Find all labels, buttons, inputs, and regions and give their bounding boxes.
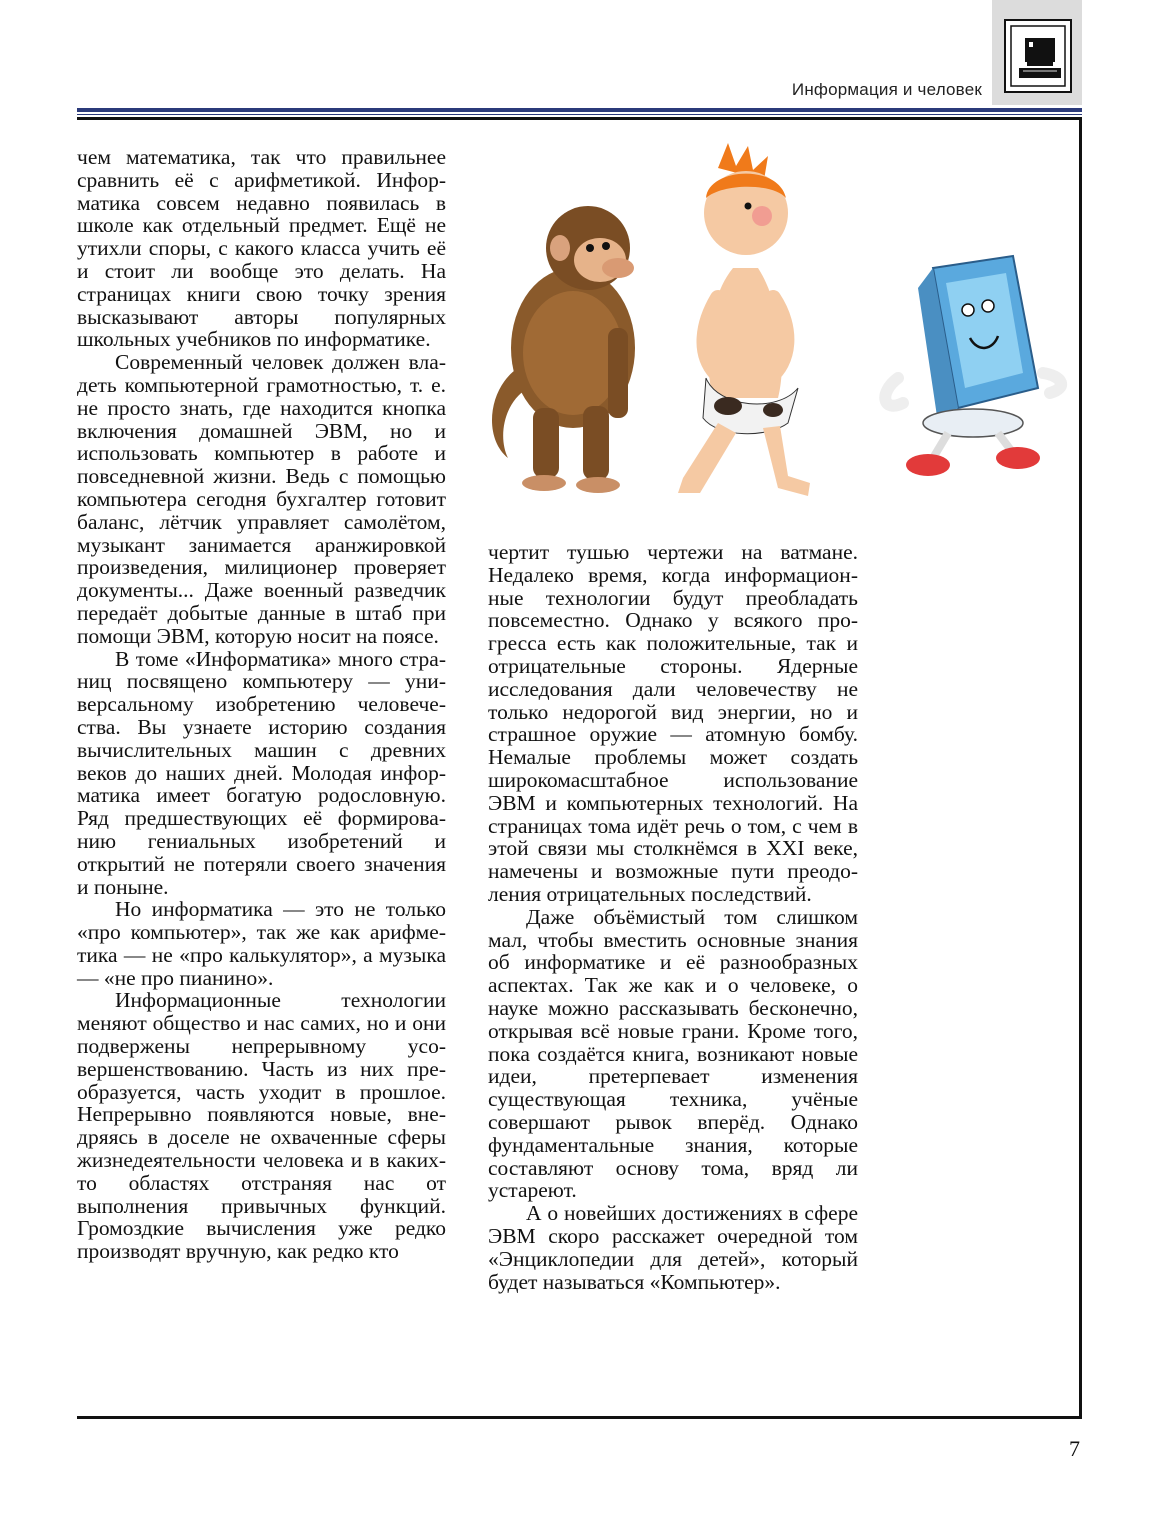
page-number: 7 — [1069, 1436, 1080, 1461]
running-header-title: Информация и человек — [791, 80, 982, 99]
boy-figure — [678, 143, 810, 496]
header-rule-blue-thin — [77, 114, 1082, 115]
paragraph: В томе «Информатика» много страниц посвящено компьютеру — универсальному изобретению человечества. Вы узнаете историю создания вычислительных машин с древних веков до наших дней. Молодая информатика имеет богатую родословную. Ряд предшествующих её формированию гениальных изобретений и открытий не потеряли своего значения и поныне. — [77, 646, 446, 899]
evolution-illustration — [478, 138, 1068, 518]
footer-rule — [77, 1416, 1082, 1419]
monkey-figure — [492, 206, 635, 493]
paragraph: Даже объёмистый том слишком мал, чтобы вместить основные знания об информатике и её разнообразных аспектах. Так же как и о человеке, о науке можно рассказывать бесконечно, открывая всё новые грани. Кроме того, пока создаётся книга, возникают новые идеи, претерпевает изменения существующая техника, учёные совершают рывок вперёд. Однако фундаментальные знания, которые составляют основу тома, вряд ли устареют. — [488, 904, 858, 1203]
right-frame-rule — [1079, 117, 1082, 1419]
paragraph: чертит тушью чертежи на ватмане. Недалеко время, когда информационные технологии будут преобладать повсеместно. Однако у всякого прогресса есть как положительные, так и отрицательные стороны. Ядерные исследования дали человечеству не только недорогой вид энергии, но и страшное оружие — атомную бомбу. Немалые проблемы может создать широкомасштабное использование ЭВМ и компьютерных технологий. На страницах тома идёт речь о том, с чем в этой связи мы столкнёмся в XXI веке, намечены и возможные пути преодоления отрицательных последствий. — [488, 540, 858, 906]
paragraph: Информационные технологии меняют общество и нас самих, но и они подвержены непрерывному усовершенствованию. Часть из них преобразуется, часть уходит в прошлое. Непрерывно появляются новые, внедряясь в доселе не охваченные сферы жизнедеятельности человека и в каких-то областях отстраняя нас от выполнения привычных функций. Громоздкие вычисления уже редко производят вручную, как редко кто — [77, 988, 446, 1264]
paragraph: Современный человек должен владеть компьютерной грамотностью, т. е. не просто знать, где находится кнопка включения домашней ЭВМ, но и использовать компьютер в работе и повседневной жизни. Ведь с помощью компьютера сегодня бухгалтер готовит баланс, лётчик управляет самолётом, музыкант занимается аранжировкой произведения, милиционер проверяет документы... Даже военный разведчик передаёт добытые данные в штаб при помощи ЭВМ, которую носит на поясе. — [77, 350, 446, 648]
paragraph: Но информатика — это не только «про компьютер», так же как арифметика — не «про калькулятор», а музыка — «не про пианино». — [77, 897, 446, 990]
paragraph: чем математика, так что правильнее сравнить её с арифметикой. Информатика совсем недавно появилась в школе как отдельный предмет. Ещё не утихли споры, с какого класса учить её и стоит ли вообще это делать. На страницах книги свою точку зрения высказывают авторы популярных школьных учебников по информатике. — [77, 145, 446, 352]
right-text-column — [488, 541, 858, 1293]
left-text-column — [77, 146, 446, 1263]
header-rule-black — [77, 117, 1082, 120]
computer-character — [885, 256, 1061, 476]
computer-icon — [1003, 18, 1073, 94]
paragraph: А о новейших достижениях в сфере ЭВМ скоро расскажет очередной том «Энциклопедии для детей», который будет называться «Компьютер». — [488, 1201, 858, 1294]
header-rule-blue — [77, 108, 1082, 112]
